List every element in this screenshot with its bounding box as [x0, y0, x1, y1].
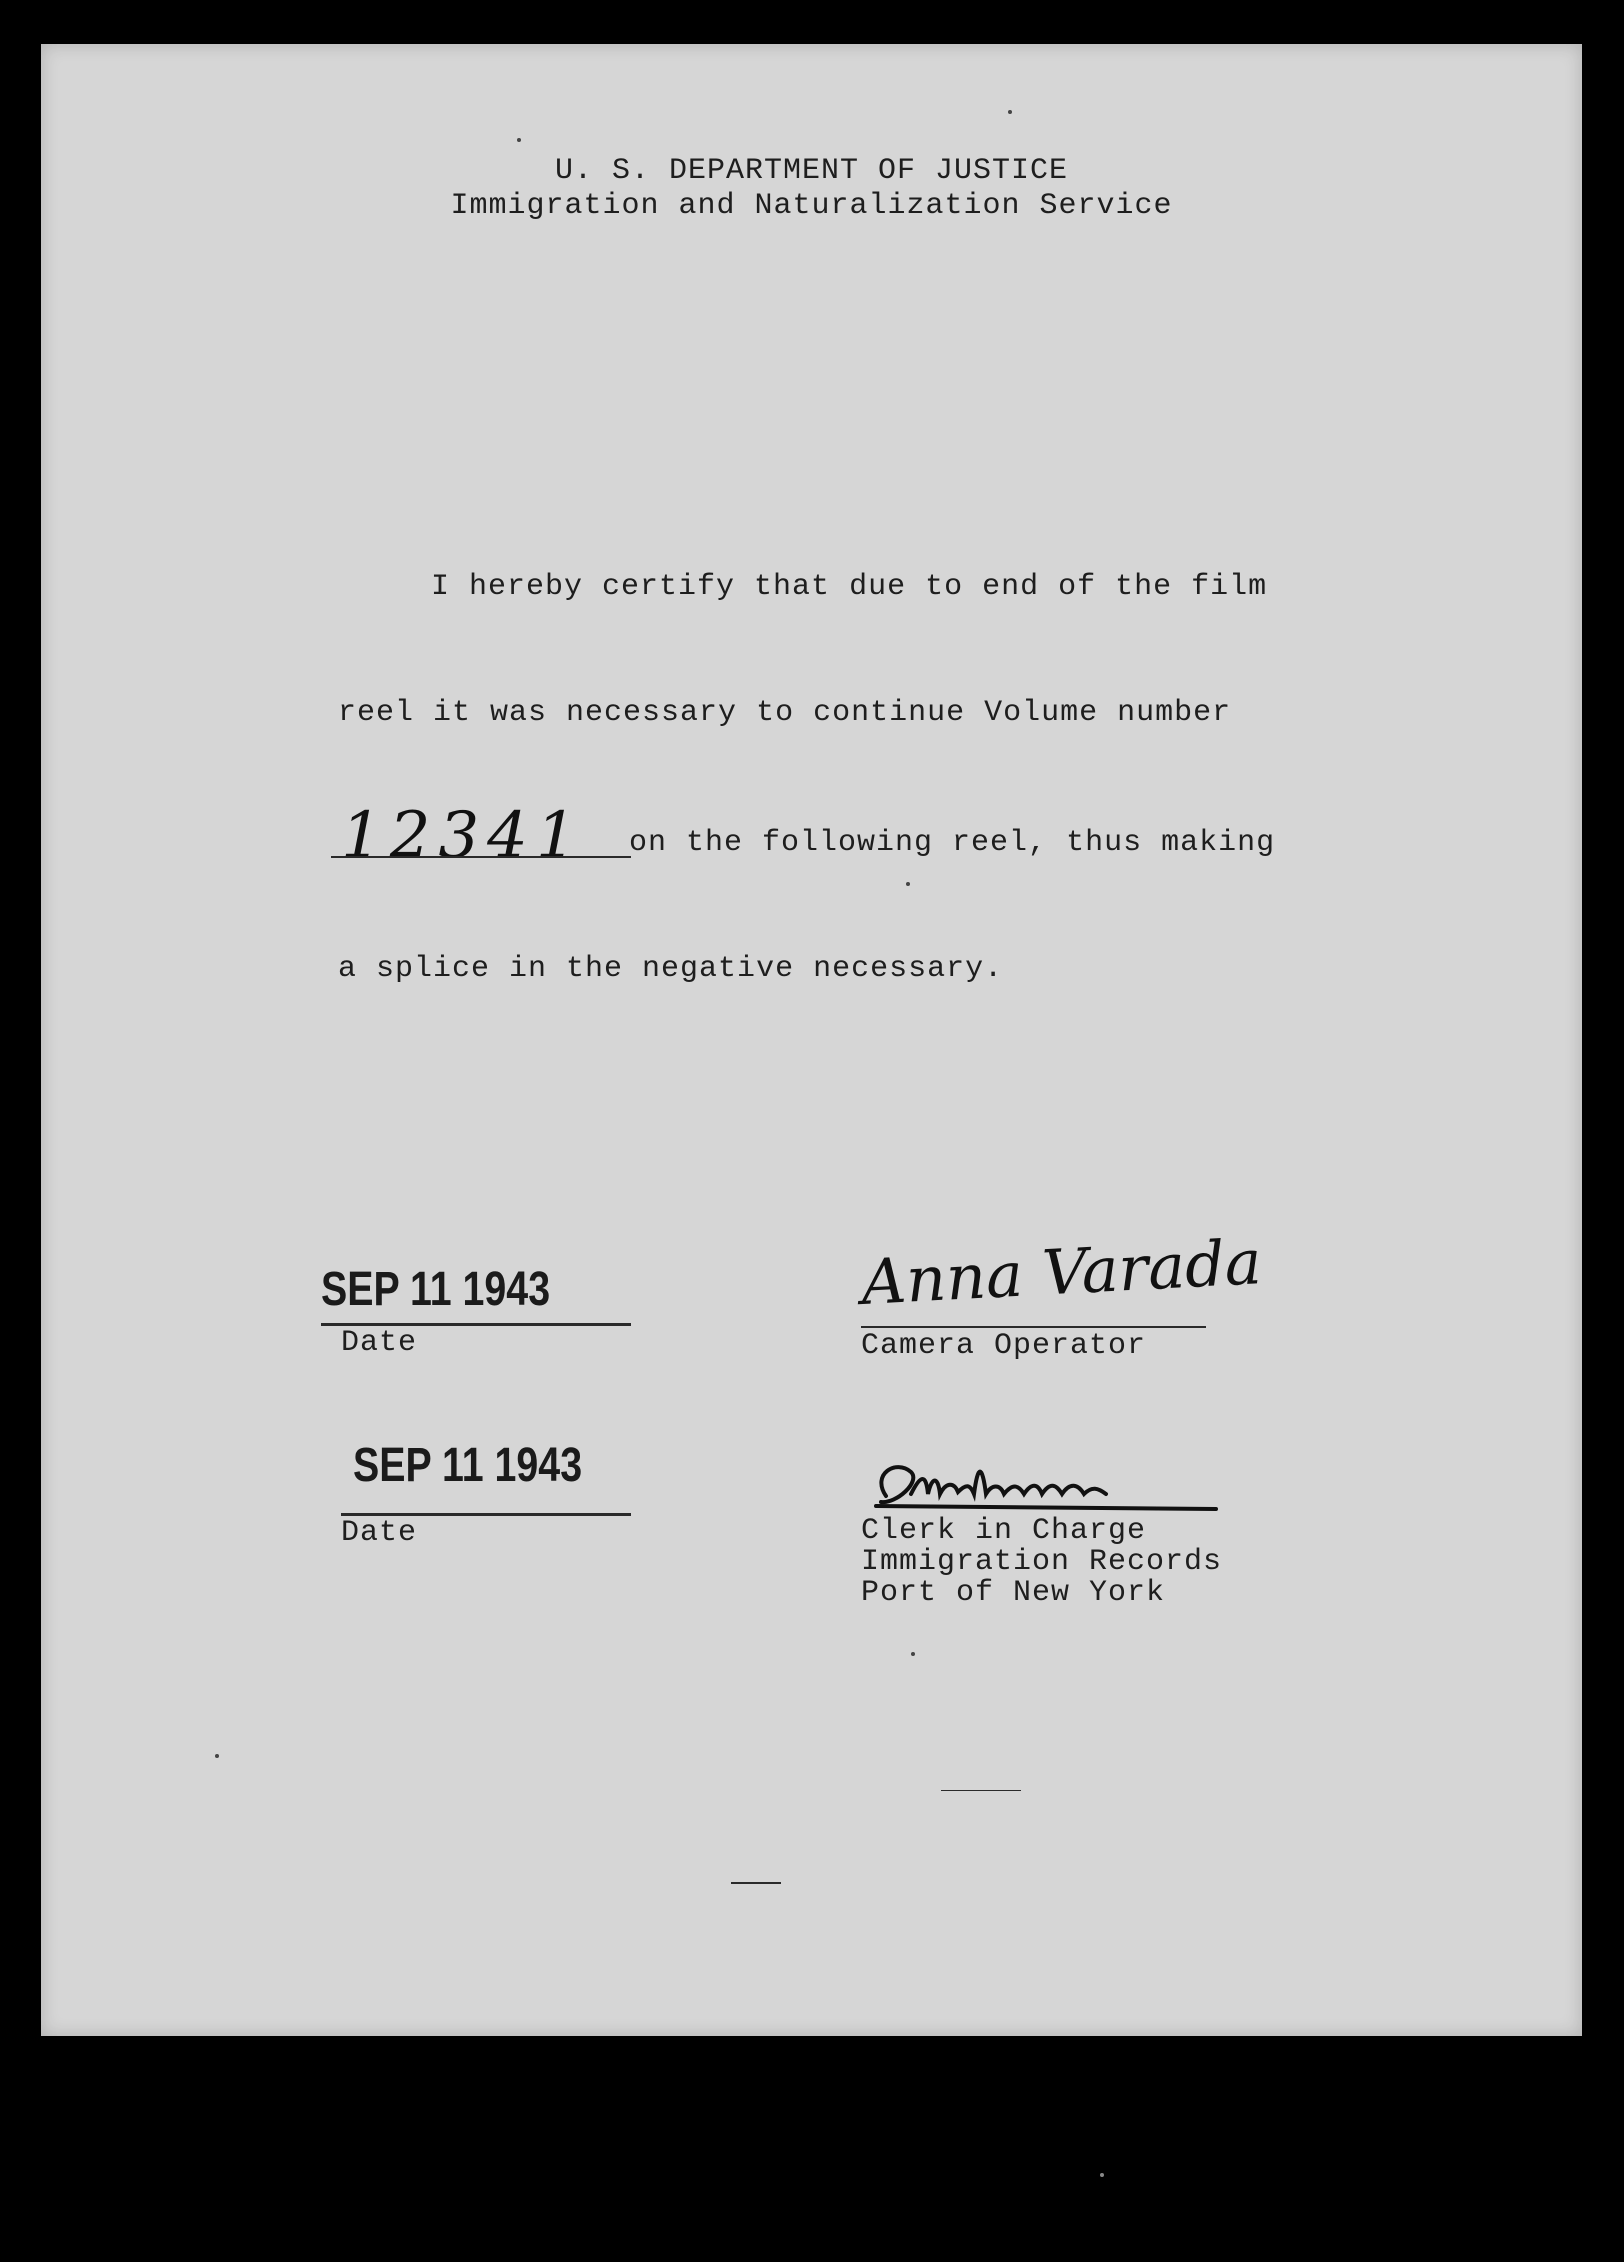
speck [1100, 2173, 1104, 2177]
speck [517, 138, 521, 142]
speck [911, 1652, 915, 1656]
date-label-2: Date [341, 1516, 418, 1550]
immigration-records-label: Immigration Records [861, 1545, 1223, 1579]
camera-operator-signature: Anna Varada [859, 1225, 1264, 1319]
certification-line-4: a splice in the negative necessary. [338, 952, 1004, 986]
clerk-label: Clerk in Charge [861, 1514, 1147, 1548]
volume-number-handwritten: 12341 [341, 799, 585, 873]
certification-line-3: on the following reel, thus making [629, 826, 1276, 860]
date-stamp-2: SEP 11 1943 [353, 1439, 583, 1492]
header-department: U. S. DEPARTMENT OF JUSTICE [554, 154, 1069, 188]
speck-mark [731, 1882, 781, 1884]
volume-number-line [331, 856, 631, 858]
header-service: Immigration and Naturalization Service [450, 189, 1173, 223]
certification-line-1: I hereby certify that due to end of the film [431, 570, 1268, 604]
speck-mark [941, 1790, 1021, 1791]
speck [906, 882, 910, 886]
certification-line-2: reel it was necessary to continue Volume number [338, 696, 1232, 730]
camera-operator-label: Camera Operator [861, 1329, 1147, 1363]
date-stamp-1: SEP 11 1943 [321, 1263, 551, 1316]
speck [215, 1754, 219, 1758]
date-label-1: Date [341, 1326, 418, 1360]
document-page [41, 44, 1582, 2036]
speck [1008, 110, 1012, 114]
port-label: Port of New York [861, 1576, 1166, 1610]
signature-line-1 [861, 1326, 1206, 1328]
